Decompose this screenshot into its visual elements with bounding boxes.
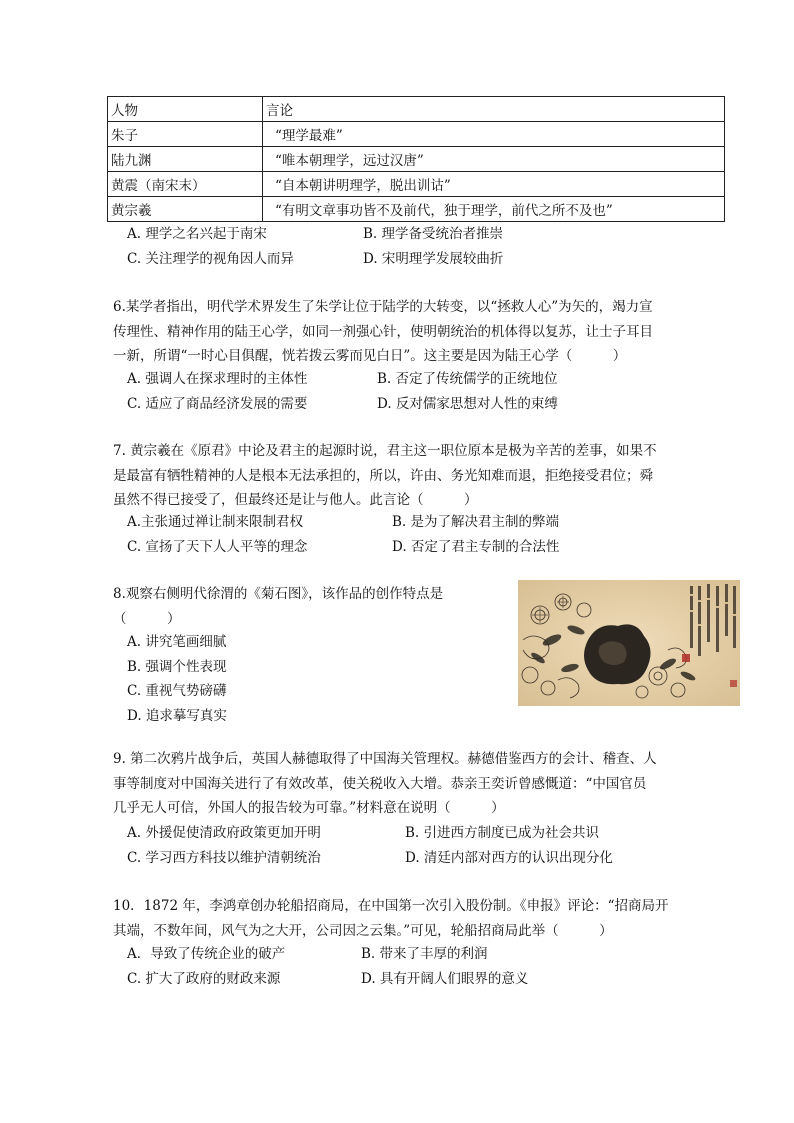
q10-stem-line: 10．1872 年，李鸿章创办轮船招商局，在中国第一次引入股份制。《申报》评论：“招商局开 <box>113 898 669 914</box>
table-cell-person: 陆九渊 <box>108 147 263 172</box>
painting-image <box>518 580 740 706</box>
q9-option-d[interactable]: D. 清廷内部对西方的认识出现分化 <box>405 850 613 866</box>
q6-stem-line: 一新，所谓“一时心目俱醒，恍若拨云雾而见白日”。这主要是因为陆王心学（ ） <box>113 348 627 364</box>
table-cell-quote: “理学最难” <box>263 122 725 147</box>
q9-option-b[interactable]: B. 引进西方制度已成为社会共识 <box>405 825 600 841</box>
q7-option-b[interactable]: B. 是为了解决君主制的弊端 <box>392 514 560 530</box>
q10-option-b[interactable]: B. 带来了丰厚的利润 <box>361 946 488 962</box>
q7-options <box>127 510 727 560</box>
q8-stem-line: 8.观察右侧明代徐渭的《菊石图》，该作品的创作特点是 <box>113 586 444 602</box>
q6-option-a[interactable]: A. 强调人在探求理时的主体性 <box>127 371 308 387</box>
q9-option-a[interactable]: A. 外援促使清政府政策更加开明 <box>127 825 321 841</box>
q9-stem-line: 事等制度对中国海关进行了有效改革，使关税收入大增。恭亲王奕䜣曾感慨道：“中国官员 <box>113 775 647 792</box>
question-10 <box>113 894 733 943</box>
q9-stem-line: 几乎无人可信，外国人的报告较为可靠。”材料意在说明（ ） <box>113 800 505 816</box>
chrysanthemum-rock-painting <box>518 580 740 706</box>
q6-stem-line: 传理性、精神作用的陆王心学，如同一剂强心针，使明朝统治的机体得以复苏，让士子耳目 <box>113 323 653 340</box>
q8-option-d[interactable]: D. 追求摹写真实 <box>127 707 227 724</box>
q10-option-c[interactable]: C. 扩大了政府的财政来源 <box>127 971 281 987</box>
q9-option-c[interactable]: C. 学习西方科技以维护清朝统治 <box>127 850 321 866</box>
table-row <box>108 122 725 147</box>
quote-table <box>107 96 725 222</box>
q9-options <box>127 821 727 871</box>
q9-stem-line: 9. 第二次鸦片战争后，英国人赫德取得了中国海关管理权。赫德借鉴西方的会计、稽查、人 <box>113 751 657 767</box>
question-9 <box>113 747 733 821</box>
table-cell-quote: “有明文章事功皆不及前代，独于理学，前代之所不及也” <box>263 197 725 222</box>
q5-option-c[interactable]: C. 关注理学的视角因人而异 <box>127 251 294 267</box>
q7-option-d[interactable]: D. 否定了君主专制的合法性 <box>392 539 560 555</box>
question-6 <box>113 295 733 369</box>
q7-option-a[interactable]: A.主张通过禅让制来限制君权 <box>127 514 304 530</box>
q5-options <box>127 222 727 272</box>
q5-option-a[interactable]: A. 理学之名兴起于南宋 <box>127 226 267 242</box>
table-cell-person: 黄震（南宋末） <box>108 172 263 197</box>
q10-stem-line: 其端，不数年间，风气为之大开，公司因之云集。”可见，轮船招商局此举（ ） <box>113 922 613 939</box>
question-7 <box>113 439 733 513</box>
q5-option-b[interactable]: B. 理学备受统治者推崇 <box>363 226 504 242</box>
q6-stem-line: 6.某学者指出，明代学术界发生了朱学让位于陆学的大转变，以“拯救人心”为矢的，竭力宣 <box>113 299 653 315</box>
table-header-row <box>108 97 725 122</box>
q5-option-d[interactable]: D. 宋明理学发展较曲折 <box>363 251 504 267</box>
q8-option-a[interactable]: A. 讲究笔画细腻 <box>127 634 227 650</box>
q7-stem-line: 是最富有牺牲精神的人是根本无法承担的，所以，许由、务光知难而退，拒绝接受君位；舜 <box>113 467 653 484</box>
q6-option-d[interactable]: D. 反对儒家思想对人性的束缚 <box>377 396 558 412</box>
q8-options <box>127 630 227 728</box>
q8-stem-line: （ ） <box>113 610 181 627</box>
q8-option-c[interactable]: C. 重视气势磅礴 <box>127 683 227 699</box>
q10-options <box>127 942 727 992</box>
table-row <box>108 197 725 222</box>
table-header-cell: 人物 <box>108 97 263 122</box>
table-header-cell: 言论 <box>263 97 725 122</box>
q8-option-b[interactable]: B. 强调个性表现 <box>127 658 227 675</box>
q7-stem-line: 虽然不得已接受了，但最终还是让与他人。此言论（ ） <box>113 492 478 508</box>
q10-option-d[interactable]: D. 具有开阔人们眼界的意义 <box>361 971 529 987</box>
table-row <box>108 147 725 172</box>
table-cell-person: 黄宗羲 <box>108 197 263 222</box>
q10-option-a[interactable]: A．导致了传统企业的破产 <box>127 946 286 962</box>
q6-option-b[interactable]: B. 否定了传统儒学的正统地位 <box>377 371 558 387</box>
table-row <box>108 172 725 197</box>
seal-icon <box>682 654 690 662</box>
q6-options <box>127 367 727 417</box>
q7-option-c[interactable]: C. 宣扬了天下人人平等的理念 <box>127 539 308 555</box>
q6-option-c[interactable]: C. 适应了商品经济发展的需要 <box>127 396 308 412</box>
table-cell-quote: “自本朝讲明理学，脱出训诂” <box>263 172 725 197</box>
seal-icon <box>730 680 737 687</box>
table-cell-person: 朱子 <box>108 122 263 147</box>
table-cell-quote: “唯本朝理学，远过汉唐” <box>263 147 725 172</box>
question-8 <box>113 582 513 631</box>
q7-stem-line: 7. 黄宗羲在《原君》中论及君主的起源时说，君主这一职位原本是极为辛苦的差事，如果不 <box>113 443 657 459</box>
